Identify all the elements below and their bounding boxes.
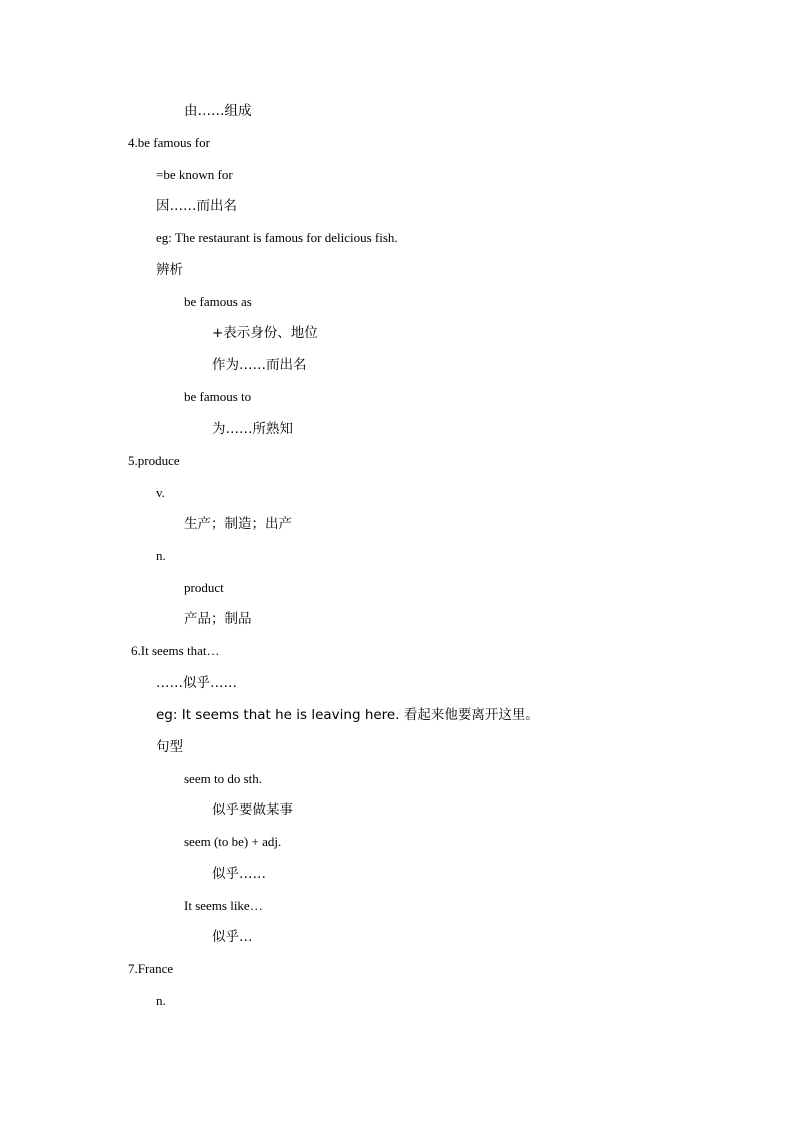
- outline-line: 似乎要做某事: [212, 802, 293, 818]
- outline-line: It seems like…: [184, 898, 263, 913]
- outline-line: be famous to: [184, 389, 252, 404]
- outline-line: seem to do sth.: [184, 771, 262, 786]
- outline-line: seem (to be) + adj.: [184, 834, 282, 849]
- outline-line: product: [184, 580, 224, 595]
- outline-line: n.: [156, 993, 166, 1008]
- example-sentence: eg: The restaurant is famous for delicious fish.: [156, 230, 398, 245]
- outline-heading: 7.France: [128, 961, 174, 976]
- outline-line: n.: [156, 548, 166, 563]
- outline-heading: 4.be famous for: [128, 135, 210, 150]
- outline-line: 似乎……: [212, 866, 266, 882]
- outline-line: ……似乎……: [156, 675, 237, 691]
- outline-line: 因……而出名: [156, 198, 237, 214]
- outline-line: 似乎…: [212, 929, 253, 945]
- outline-line: 生产；制造；出产: [184, 516, 292, 532]
- outline-line: 句型: [156, 739, 183, 755]
- outline-heading: 6.It seems that…: [131, 643, 220, 658]
- outline-line: =be known for: [156, 167, 233, 182]
- outline-line: +表示身份、地位: [212, 325, 318, 341]
- outline-line: 作为……而出名: [212, 357, 307, 373]
- outline-line: 产品；制品: [184, 611, 252, 627]
- outline-line: 为……所熟知: [212, 421, 293, 437]
- outline-line: 由……组成: [184, 103, 252, 119]
- outline-heading: 5.produce: [128, 453, 180, 468]
- outline-line: v.: [156, 485, 165, 500]
- example-sentence: eg: It seems that he is leaving here. 看起来他要离开这里。: [156, 707, 539, 723]
- outline-line: 辨析: [156, 262, 183, 278]
- outline-line: be famous as: [184, 294, 252, 309]
